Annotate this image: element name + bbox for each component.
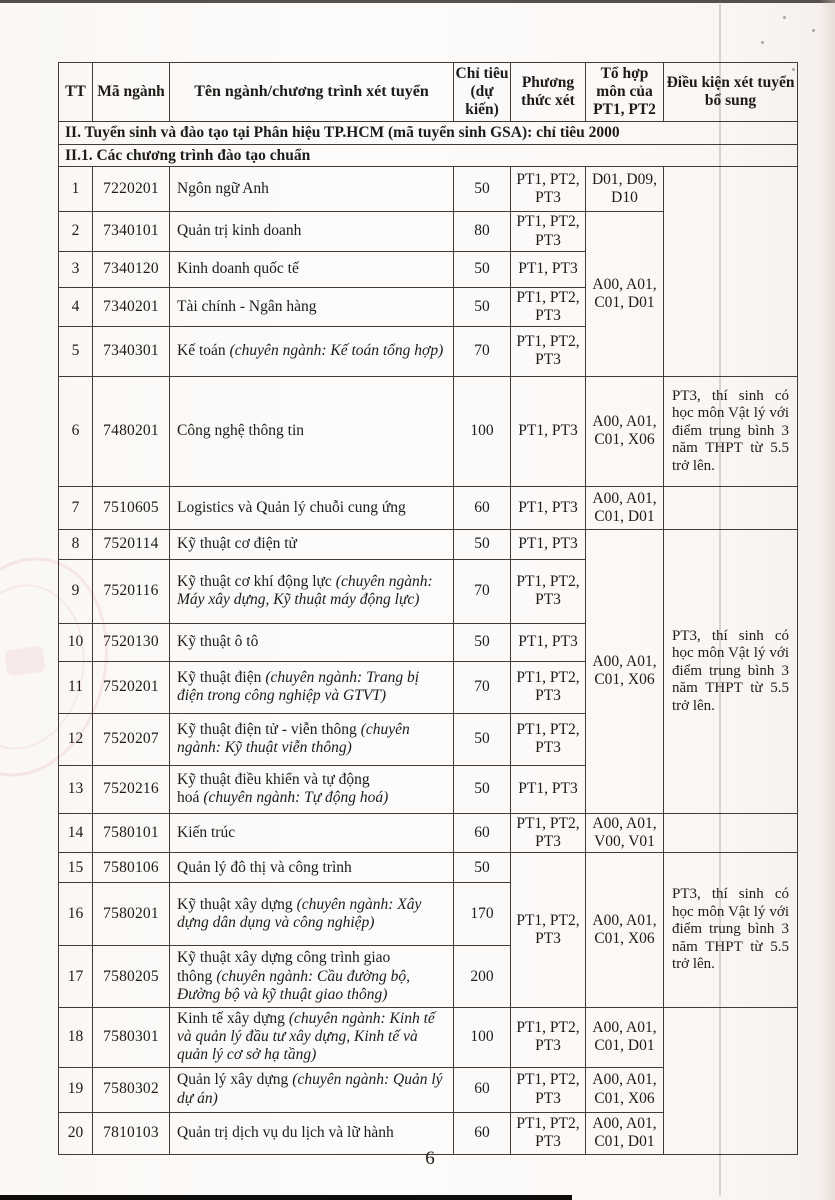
cell-name bbox=[170, 529, 454, 559]
cell-combo: A00, A01, C01, D01 bbox=[586, 1008, 664, 1067]
cell-name bbox=[170, 559, 454, 623]
program-note: (chuyên ngành: Trang bị điện trong công nghiệp và GTVT) bbox=[177, 669, 420, 705]
program-name: Kỹ thuật điện tử - viễn thông bbox=[177, 721, 357, 739]
cell-condition: PT3, thí sinh có học môn Vật lý với điểm trung bình 3 năm THPT từ 5.5 trở lên. bbox=[664, 376, 798, 486]
cell-method: PT1, PT2, PT3 bbox=[511, 813, 586, 852]
scan-speck bbox=[761, 41, 764, 44]
cell-tt: 16 bbox=[59, 883, 93, 946]
cell-name bbox=[170, 251, 454, 287]
cell-code: 7520130 bbox=[93, 623, 170, 661]
cell-combo-merged: A00, A01, C01, X06 bbox=[586, 529, 664, 813]
header-quota: Chỉ tiêu (dự kiến) bbox=[454, 63, 511, 122]
table-row bbox=[59, 1008, 798, 1067]
cell-code: 7580205 bbox=[93, 946, 170, 1008]
table-header-row bbox=[59, 63, 798, 122]
cell-method: PT1, PT3 bbox=[511, 251, 586, 287]
program-name: Kỹ thuật cơ điện tử bbox=[177, 535, 297, 553]
cell-tt: 18 bbox=[59, 1008, 93, 1067]
cell-condition-empty bbox=[664, 486, 798, 529]
program-name: Kỹ thuật điện bbox=[177, 669, 262, 687]
program-name: Tài chính - Ngân hàng bbox=[177, 297, 317, 315]
section-title: II. Tuyển sinh và đào tạo tại Phân hiệu TP.HCM (mã tuyển sinh GSA): chỉ tiêu 2000 bbox=[59, 122, 798, 145]
program-note: (chuyên ngành: Xây dựng dân dụng và công nghiệp) bbox=[177, 896, 422, 932]
cell-condition-empty bbox=[664, 813, 798, 852]
program-name: Kỹ thuật ô tô bbox=[177, 633, 259, 651]
cell-quota: 50 bbox=[454, 853, 511, 883]
cell-name bbox=[170, 287, 454, 326]
cell-code: 7580301 bbox=[93, 1008, 170, 1067]
cell-tt: 8 bbox=[59, 529, 93, 559]
table-row bbox=[59, 853, 798, 883]
program-name: Kỹ thuật xây dựng bbox=[177, 896, 293, 913]
cell-tt: 15 bbox=[59, 853, 93, 883]
header-code: Mã ngành bbox=[93, 63, 170, 122]
program-name: Kinh doanh quốc tế bbox=[177, 260, 299, 278]
cell-quota: 100 bbox=[454, 1008, 511, 1067]
cell-quota: 100 bbox=[454, 376, 511, 486]
cell-condition-merged: PT3, thí sinh có học môn Vật lý với điểm trung bình 3 năm THPT từ 5.5 trở lên. bbox=[664, 529, 798, 813]
cell-method: PT1, PT3 bbox=[511, 765, 586, 813]
cell-tt: 9 bbox=[59, 559, 93, 623]
cell-quota: 70 bbox=[454, 661, 511, 713]
program-name: Kế toán bbox=[177, 342, 226, 360]
cell-code: 7810103 bbox=[93, 1112, 170, 1154]
cell-quota: 60 bbox=[454, 1112, 511, 1154]
cell-code: 7220201 bbox=[93, 167, 170, 212]
cell-code: 7340120 bbox=[93, 251, 170, 287]
program-name: Kỹ thuật điều khiển và tự động hoá bbox=[177, 771, 370, 807]
cell-code: 7580101 bbox=[93, 813, 170, 852]
cell-code: 7340201 bbox=[93, 287, 170, 326]
cell-name bbox=[170, 376, 454, 486]
cell-combo-merged: A00, A01, C01, X06 bbox=[586, 853, 664, 1008]
cell-quota: 50 bbox=[454, 529, 511, 559]
admission-table bbox=[58, 62, 798, 1155]
program-name: Quản lý đô thị và công trình bbox=[177, 858, 352, 876]
header-tt: TT bbox=[59, 63, 93, 122]
cell-tt: 12 bbox=[59, 713, 93, 765]
cell-quota: 70 bbox=[454, 326, 511, 376]
cell-method-merged: PT1, PT2, PT3 bbox=[511, 853, 586, 1008]
cell-quota: 50 bbox=[454, 765, 511, 813]
cell-quota: 50 bbox=[454, 167, 511, 212]
table-row bbox=[59, 813, 798, 852]
cell-name bbox=[170, 883, 454, 946]
program-note: (chuyên ngành: Cầu đường bộ, Đường bộ và kỹ thuật giao thông) bbox=[177, 967, 410, 1003]
cell-method: PT1, PT3 bbox=[511, 529, 586, 559]
cell-combo-merged: A00, A01, C01, D01 bbox=[586, 212, 664, 377]
cell-method: PT1, PT2, PT3 bbox=[511, 1067, 586, 1112]
cell-quota: 60 bbox=[454, 1067, 511, 1112]
scan-speck bbox=[783, 16, 786, 19]
cell-tt: 2 bbox=[59, 212, 93, 251]
program-name: Kinh tế xây dựng bbox=[177, 1010, 285, 1028]
table-row bbox=[59, 376, 798, 486]
cell-quota: 170 bbox=[454, 883, 511, 946]
cell-condition-empty bbox=[664, 167, 798, 377]
cell-method: PT1, PT2, PT3 bbox=[511, 713, 586, 765]
cell-combo: D01, D09, D10 bbox=[586, 167, 664, 212]
cell-tt: 10 bbox=[59, 623, 93, 661]
program-note: (chuyên ngành: Tự động hoá) bbox=[203, 789, 389, 807]
cell-quota: 50 bbox=[454, 623, 511, 661]
table-row bbox=[59, 486, 798, 529]
cell-tt: 20 bbox=[59, 1112, 93, 1154]
cell-name bbox=[170, 813, 454, 852]
header-method: Phương thức xét bbox=[511, 63, 586, 122]
cell-code: 7580106 bbox=[93, 853, 170, 883]
cell-quota: 50 bbox=[454, 713, 511, 765]
program-name: Kỹ thuật xây dựng công trình giao thông bbox=[177, 949, 391, 985]
scan-artifact-top-line bbox=[0, 0, 835, 3]
program-note: (chuyên ngành: Kinh tế và quản lý đầu tư xây dựng, Kinh tế và quản lý cơ sở hạ tầng) bbox=[177, 1010, 435, 1064]
cell-name bbox=[170, 853, 454, 883]
cell-code: 7520201 bbox=[93, 661, 170, 713]
cell-combo: A00, A01, C01, X06 bbox=[586, 376, 664, 486]
cell-tt: 4 bbox=[59, 287, 93, 326]
cell-name bbox=[170, 661, 454, 713]
scan-artifact-bottom-bar bbox=[0, 1195, 572, 1200]
cell-code: 7520116 bbox=[93, 559, 170, 623]
cell-quota: 70 bbox=[454, 559, 511, 623]
cell-code: 7520216 bbox=[93, 765, 170, 813]
cell-quota: 50 bbox=[454, 287, 511, 326]
cell-code: 7520114 bbox=[93, 529, 170, 559]
cell-method: PT1, PT3 bbox=[511, 623, 586, 661]
cell-combo: A00, A01, C01, X06 bbox=[586, 1067, 664, 1112]
cell-code: 7520207 bbox=[93, 713, 170, 765]
stamp-mark-blob bbox=[4, 645, 45, 676]
cell-code: 7480201 bbox=[93, 376, 170, 486]
cell-method: PT1, PT2, PT3 bbox=[511, 326, 586, 376]
section-title: II.1. Các chương trình đào tạo chuẩn bbox=[59, 145, 798, 167]
cell-tt: 6 bbox=[59, 376, 93, 486]
cell-name bbox=[170, 212, 454, 251]
cell-tt: 1 bbox=[59, 167, 93, 212]
header-condition: Điều kiện xét tuyển bổ sung bbox=[664, 63, 798, 122]
cell-name bbox=[170, 326, 454, 376]
scan-speck bbox=[812, 29, 815, 32]
cell-tt: 13 bbox=[59, 765, 93, 813]
cell-code: 7580302 bbox=[93, 1067, 170, 1112]
cell-name bbox=[170, 946, 454, 1008]
cell-method: PT1, PT2, PT3 bbox=[511, 661, 586, 713]
cell-name bbox=[170, 765, 454, 813]
program-note: (chuyên ngành: Máy xây dựng, Kỹ thuật máy động lực) bbox=[177, 573, 433, 609]
cell-method: PT1, PT2, PT3 bbox=[511, 212, 586, 251]
program-name: Kỹ thuật cơ khí động lực bbox=[177, 573, 332, 591]
program-note: (chuyên ngành: Kỹ thuật viễn thông) bbox=[177, 721, 410, 757]
cell-quota: 50 bbox=[454, 251, 511, 287]
table-row bbox=[59, 529, 798, 559]
cell-method: PT1, PT2, PT3 bbox=[511, 559, 586, 623]
cell-name bbox=[170, 167, 454, 212]
program-name: Quản trị dịch vụ du lịch và lữ hành bbox=[177, 1123, 394, 1141]
section-row-ii1 bbox=[59, 145, 798, 167]
cell-tt: 7 bbox=[59, 486, 93, 529]
cell-quota: 80 bbox=[454, 212, 511, 251]
cell-quota: 60 bbox=[454, 813, 511, 852]
program-name: Quản lý xây dựng bbox=[177, 1071, 289, 1089]
program-name: Kiến trúc bbox=[177, 823, 236, 841]
scan-edge-shadow bbox=[819, 0, 835, 1200]
header-combo: Tổ hợp môn của PT1, PT2 bbox=[586, 63, 664, 122]
cell-combo: A00, A01, C01, D01 bbox=[586, 486, 664, 529]
cell-name bbox=[170, 486, 454, 529]
cell-name bbox=[170, 713, 454, 765]
cell-tt: 5 bbox=[59, 326, 93, 376]
cell-method: PT1, PT2, PT3 bbox=[511, 287, 586, 326]
cell-tt: 11 bbox=[59, 661, 93, 713]
cell-combo: A00, A01, V00, V01 bbox=[586, 813, 664, 852]
cell-method: PT1, PT3 bbox=[511, 486, 586, 529]
program-name: Ngôn ngữ Anh bbox=[177, 180, 269, 198]
cell-name bbox=[170, 1067, 454, 1112]
cell-method: PT1, PT2, PT3 bbox=[511, 1112, 586, 1154]
program-name: Công nghệ thông tin bbox=[177, 422, 305, 440]
cell-quota: 60 bbox=[454, 486, 511, 529]
cell-tt: 19 bbox=[59, 1067, 93, 1112]
cell-condition-merged: PT3, thí sinh có học môn Vật lý với điểm trung bình 3 năm THPT từ 5.5 trở lên. bbox=[664, 853, 798, 1008]
program-name: Quản trị kinh doanh bbox=[177, 222, 302, 240]
cell-method: PT1, PT2, PT3 bbox=[511, 1008, 586, 1067]
cell-name bbox=[170, 623, 454, 661]
cell-combo: A00, A01, C01, D01 bbox=[586, 1112, 664, 1154]
cell-code: 7340301 bbox=[93, 326, 170, 376]
program-name: Logistics và Quản lý chuỗi cung ứng bbox=[177, 498, 406, 516]
cell-tt: 14 bbox=[59, 813, 93, 852]
cell-condition-empty bbox=[664, 1008, 798, 1154]
header-name: Tên ngành/chương trình xét tuyển bbox=[170, 63, 454, 122]
cell-code: 7340101 bbox=[93, 212, 170, 251]
cell-name bbox=[170, 1008, 454, 1067]
table-row bbox=[59, 167, 798, 212]
program-note: (chuyên ngành: Quản lý dự án) bbox=[177, 1071, 443, 1107]
cell-quota: 200 bbox=[454, 946, 511, 1008]
section-row-ii bbox=[59, 122, 798, 145]
cell-code: 7580201 bbox=[93, 883, 170, 946]
cell-code: 7510605 bbox=[93, 486, 170, 529]
cell-method: PT1, PT2, PT3 bbox=[511, 167, 586, 212]
program-note: (chuyên ngành: Kế toán tổng hợp) bbox=[229, 342, 444, 360]
cell-tt: 17 bbox=[59, 946, 93, 1008]
cell-method: PT1, PT3 bbox=[511, 376, 586, 486]
page-number: 6 bbox=[425, 1148, 435, 1169]
cell-tt: 3 bbox=[59, 251, 93, 287]
